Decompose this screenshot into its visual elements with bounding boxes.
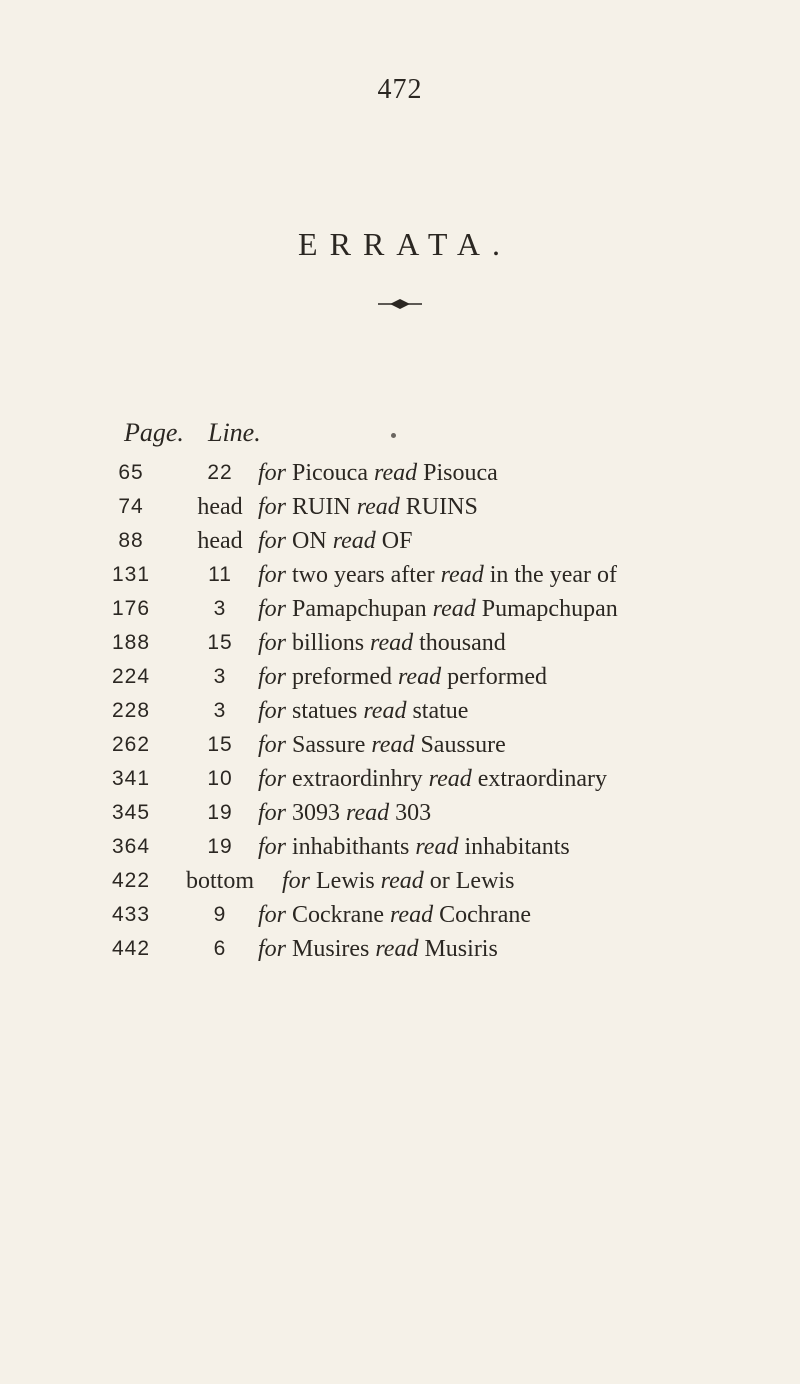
page-ref: 65	[118, 461, 144, 484]
for-label: for	[258, 766, 287, 792]
wrong-text: ON	[292, 528, 327, 554]
right-text: inhabitants	[464, 834, 570, 860]
wrong-text: Pamapchupan	[292, 596, 427, 622]
right-text: statue	[412, 698, 469, 724]
page-ref: 88	[118, 529, 144, 552]
right-text: Cochrane	[439, 902, 532, 928]
correction	[258, 592, 618, 626]
read-label: read	[370, 630, 414, 656]
line-ref: 15	[207, 631, 233, 654]
right-text: Musiris	[424, 936, 498, 962]
errata-row	[0, 660, 800, 694]
right-text: Pumapchupan	[481, 596, 618, 622]
line-ref: head	[197, 528, 243, 554]
line-ref: 3	[213, 665, 227, 688]
read-label: read	[371, 732, 415, 758]
wrong-text: preformed	[292, 664, 392, 690]
errata-row	[0, 864, 800, 898]
right-text: in the year of	[489, 562, 617, 588]
errata-row	[0, 626, 800, 660]
line-ref: 3	[213, 597, 227, 620]
wrong-text: statues	[292, 698, 358, 724]
wrong-text: Picouca	[292, 460, 368, 486]
errata-row	[0, 694, 800, 728]
read-label: read	[356, 494, 400, 520]
read-label: read	[432, 596, 476, 622]
correction	[258, 830, 570, 864]
line-ref: 22	[207, 461, 233, 484]
correction	[258, 456, 498, 490]
read-label: read	[397, 664, 442, 690]
for-label: for	[258, 630, 287, 656]
for-label: for	[258, 732, 287, 758]
line-ref: 15	[207, 733, 233, 756]
errata-row	[0, 558, 800, 592]
errata-row	[0, 490, 800, 524]
correction	[258, 660, 547, 694]
page-ref: 131	[111, 563, 151, 586]
line-ref: 6	[213, 937, 227, 960]
for-label: for	[258, 596, 287, 622]
page-ref: 224	[111, 665, 151, 688]
right-text: or Lewis	[429, 868, 515, 894]
read-label: read	[380, 868, 424, 894]
correction	[258, 524, 412, 558]
errata-title: ERRATA.	[298, 226, 512, 262]
errata-row	[0, 796, 800, 830]
right-text: 303	[395, 800, 432, 826]
line-ref: 19	[207, 835, 233, 858]
right-text: thousand	[419, 630, 506, 656]
wrong-text: Sassure	[292, 732, 366, 758]
line-ref: 19	[207, 801, 233, 824]
right-text: extraordinary	[477, 766, 608, 792]
wrong-text: two years after	[292, 562, 435, 588]
right-text: RUINS	[405, 494, 478, 520]
right-text: OF	[381, 528, 413, 554]
page-ref: 228	[111, 699, 151, 722]
read-label: read	[375, 936, 419, 962]
page-number: 472	[377, 74, 423, 105]
errata-row	[0, 762, 800, 796]
ornament-divider	[376, 297, 424, 311]
page-ref: 176	[111, 597, 151, 620]
correction	[258, 490, 478, 524]
for-label: for	[258, 664, 287, 690]
errata-row	[0, 524, 800, 558]
errata-row	[0, 456, 800, 490]
right-text: performed	[447, 664, 548, 690]
correction	[282, 864, 514, 898]
line-ref: head	[197, 494, 243, 520]
line-ref: 11	[208, 563, 232, 586]
correction	[258, 796, 431, 830]
for-label: for	[258, 460, 287, 486]
page-ref: 188	[111, 631, 151, 654]
page-ref: 341	[111, 767, 151, 790]
read-label: read	[363, 698, 407, 724]
right-text: Saussure	[420, 732, 506, 758]
wrong-text: billions	[292, 630, 365, 656]
read-label: read	[389, 902, 434, 928]
read-label: read	[428, 766, 472, 792]
page-ref: 74	[118, 495, 144, 518]
wrong-text: Musires	[292, 936, 370, 962]
for-label: for	[258, 800, 287, 826]
read-label: read	[346, 800, 390, 826]
wrong-text: 3093	[292, 800, 341, 826]
correction	[258, 558, 617, 592]
errata-list	[0, 456, 800, 966]
for-label: for	[258, 902, 287, 928]
page-ref: 422	[111, 869, 151, 892]
correction	[258, 694, 468, 728]
page-ref: 442	[111, 937, 151, 960]
for-label: for	[258, 936, 287, 962]
correction	[258, 728, 506, 762]
for-label: for	[282, 868, 311, 894]
read-label: read	[374, 460, 418, 486]
for-label: for	[258, 834, 287, 860]
right-text: Pisouca	[423, 460, 498, 486]
line-ref: 3	[213, 699, 227, 722]
for-label: for	[258, 494, 287, 520]
correction	[258, 932, 498, 966]
page-ref: 364	[111, 835, 151, 858]
correction	[258, 898, 531, 932]
read-label: read	[415, 834, 459, 860]
wrong-text: inhabithants	[292, 834, 410, 860]
read-label: read	[332, 528, 376, 554]
errata-row	[0, 830, 800, 864]
line-ref: 10	[207, 767, 233, 790]
stray-mark	[391, 433, 396, 438]
wrong-text: Lewis	[316, 868, 375, 894]
page-ref: 433	[111, 903, 151, 926]
correction	[258, 626, 506, 660]
errata-row	[0, 898, 800, 932]
page-ref: 345	[111, 801, 151, 824]
wrong-text: Cockrane	[292, 902, 384, 928]
errata-row	[0, 728, 800, 762]
line-ref: 9	[213, 903, 227, 926]
errata-row	[0, 932, 800, 966]
correction	[258, 762, 607, 796]
page-ref: 262	[111, 733, 151, 756]
wrong-text: extraordinhry	[292, 766, 423, 792]
errata-row	[0, 592, 800, 626]
read-label: read	[440, 562, 484, 588]
for-label: for	[258, 528, 287, 554]
column-header-page: Page.	[124, 418, 184, 447]
for-label: for	[258, 698, 287, 724]
column-header-line: Line.	[208, 418, 261, 447]
line-ref: bottom	[186, 868, 255, 894]
wrong-text: RUIN	[292, 494, 351, 520]
for-label: for	[258, 562, 287, 588]
